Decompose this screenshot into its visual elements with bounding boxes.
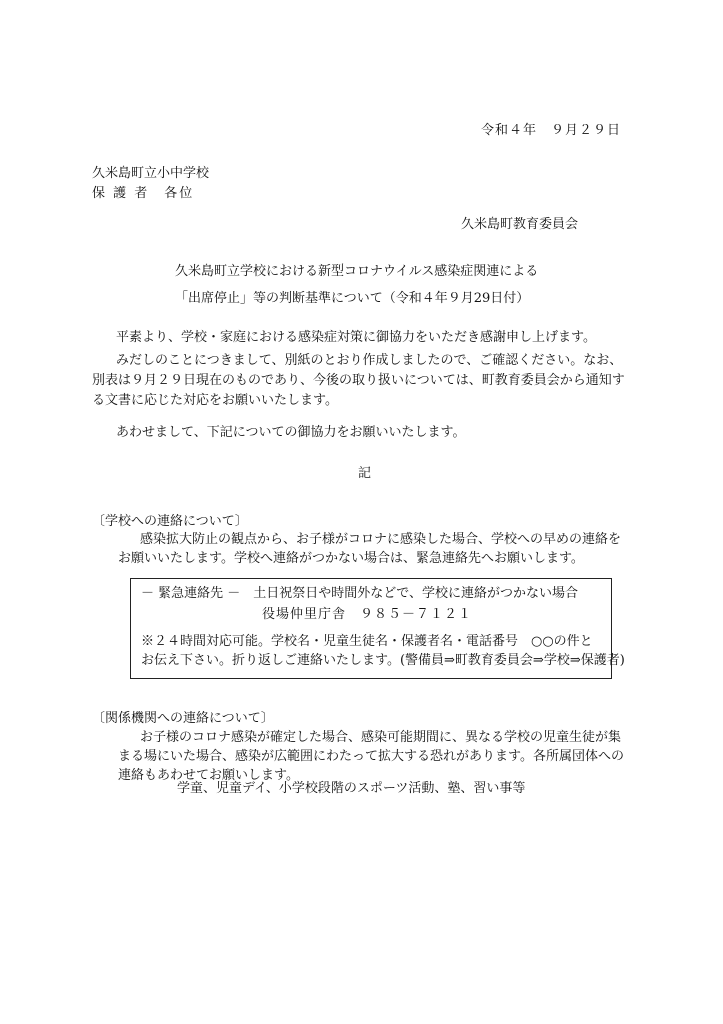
issue-date: 令和４年 ９月２９日 [480, 123, 621, 138]
request-paragraph: あわせまして、下記についての御協力をお願いいたします。 [116, 425, 466, 440]
emergency-note-1: ※２４時間対応可能。学校名・児童生徒名・保護者名・電話番号 ○○の件と [141, 634, 593, 649]
emergency-note-2: お伝え下さい。折り返しご連絡いたします。(警備員⇒町教育委員会⇒学校⇒保護者) [141, 653, 625, 668]
title-line-2: 「出席停止」等の判断基準について（令和４年９月29日付） [175, 291, 530, 306]
emergency-contact-box [130, 578, 625, 679]
ki-heading: 記 [358, 466, 372, 481]
agency-contact-heading: 〔関係機関への連絡について〕 [92, 711, 274, 726]
emergency-phone: 役場仲里庁舎 ９８５－７１２１ [262, 607, 473, 622]
school-contact-heading: 〔学校への連絡について〕 [92, 514, 248, 529]
title-line-1: 久米島町立学校における新型コロナウイルス感染症関連による [175, 264, 539, 279]
agency-contact-text: お子様のコロナ感染が確定した場合、感染可能期間に、異なる学校の児童生徒が集まる場にいた場合、感染が広範囲にわたって拡大する恐れがあります。各所属団体への連絡もあわせてお願いします。 [118, 730, 624, 783]
recipient-parents: 保 護 者 各位 [92, 186, 195, 201]
sender: 久米島町教育委員会 [461, 217, 579, 232]
school-contact-text: 感染拡大防止の観点から、お子様がコロナに感染した場合、学校への早めの連絡をお願いいたします。学校へ連絡がつかない場合は、緊急連絡先へお願いします。 [118, 532, 622, 566]
emergency-contact-title: － 緊急連絡先 － 土日祝祭日や時間外などで、学校に連絡がつかない場合 [141, 586, 579, 601]
agency-examples: 学童、児童デイ、小学校段階のスポーツ活動、塾、習い事等 [177, 781, 526, 796]
greeting-paragraph: 平素より、学校・家庭における感染症対策に御協力をいただき感謝申し上げます。 [116, 330, 596, 345]
body-paragraph: みだしのことにつきまして、別紙のとおり作成しましたので、ご確認ください。なお、別表は９月２９日現在のものであり、今後の取り扱いについては、町教育委員会から通知する文書に応じた対応をお願いいたします。 [92, 353, 625, 408]
recipient-school: 久米島町立小中学校 [92, 166, 210, 181]
